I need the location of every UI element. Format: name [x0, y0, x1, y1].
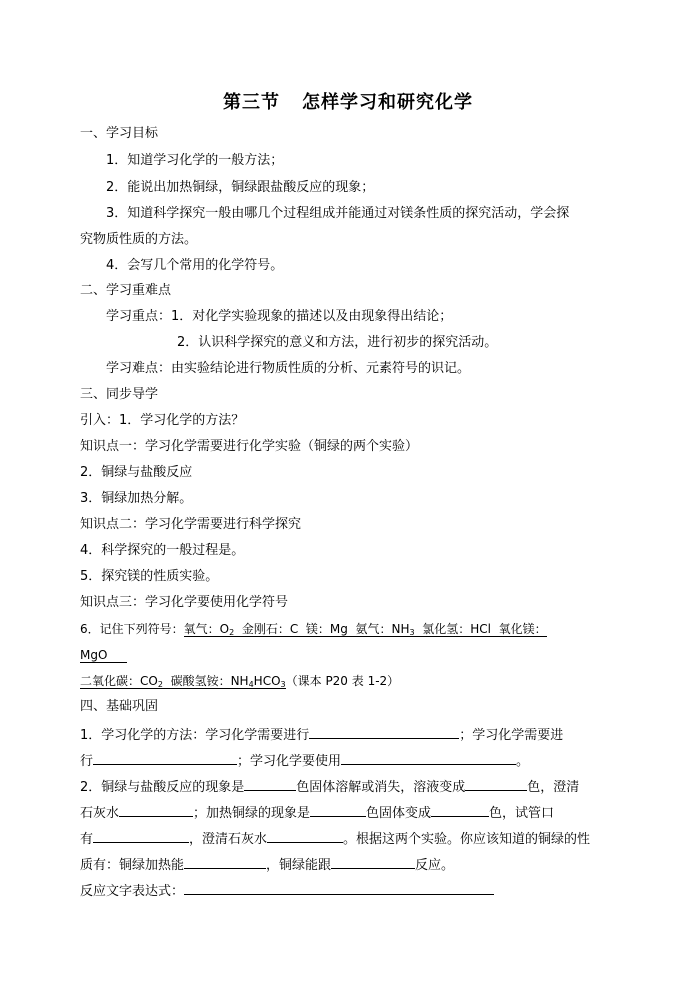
guide-line-knowledge-3: 知识点三：学习化学要使用化学符号 [80, 595, 289, 610]
answer-blank-method-3[interactable] [341, 751, 516, 765]
answer-blank-method-1[interactable] [309, 725, 459, 739]
symbol-mgo: MgO [80, 648, 127, 663]
guide-line-3: 3．铜绿加热分解。 [80, 491, 193, 506]
symbol-nh4hco3: 碳酸氢铵：$NH_4HCO_3$ [170, 674, 286, 689]
symbol-hcl: 氯化氢：HCl [422, 622, 491, 636]
objective-item-2: 2．能说出加热铜绿，铜绿跟盐酸反应的现象； [106, 180, 375, 195]
question-2-line-4: 质有：铜绿加热能 ，铜绿能跟 反应。 [80, 855, 454, 874]
textbook-reference: （课本 P20 表 1-2） [285, 674, 400, 688]
answer-blank-method-2[interactable] [93, 751, 237, 765]
section-heading-objectives: 一、学习目标 [80, 126, 159, 141]
answer-blank-word-equation[interactable] [184, 881, 494, 895]
answer-blank-color-4[interactable] [431, 803, 489, 817]
title-section-number: 第三节 [223, 92, 280, 113]
answer-blank-color-3[interactable] [310, 803, 366, 817]
objective-item-3-cont: 究物质性质的方法。 [80, 232, 198, 247]
guide-line-4: 4．科学探究的一般过程是。 [80, 543, 245, 558]
difficulty-point: 学习难点：由实验结论进行物质性质的分析、元素符号的识记。 [106, 361, 471, 376]
answer-blank-color-1[interactable] [244, 777, 296, 791]
symbol-oxygen: 氧气：$O_2$ 金刚石：C 镁：Mg 氨气：$NH_3$ 氯化氢：HCl 氧化镁： [183, 622, 547, 637]
question-2-line-2: 石灰水 ；加热铜绿的现象是 色固体变成 色，试管口 [80, 803, 554, 822]
question-2-line-1: 2．铜绿与盐酸反应的现象是 色固体溶解或消失，溶液变成 色，澄清 [80, 777, 579, 796]
word-equation-line: 反应文字表达式： [80, 881, 494, 900]
answer-blank-limewater-1[interactable] [119, 803, 193, 817]
answer-blank-property-react[interactable] [331, 855, 415, 869]
question-2-line-3: 有 ，澄清石灰水 。根据这两个实验。你应该知道的铜绿的性 [80, 829, 590, 848]
page-title [0, 88, 696, 114]
guide-line-intro: 引入：1．学习化学的方法？ [80, 413, 245, 428]
objective-item-3: 3．知道科学探究一般由哪几个过程组成并能通过对镁条性质的探究活动，学会探 [106, 206, 570, 221]
answer-blank-limewater-2[interactable] [267, 829, 343, 843]
guide-line-knowledge-2: 知识点二：学习化学需要进行科学探究 [80, 517, 302, 532]
answer-blank-tube-mouth[interactable] [93, 829, 189, 843]
section-heading-key-points: 二、学习重难点 [80, 283, 172, 298]
symbols-line-cont [80, 647, 127, 663]
symbol-co2: 二氧化碳：$CO_2$ 碳酸氢铵：$NH_4HCO_3$ [80, 674, 286, 689]
symbols-line-2 [80, 673, 399, 693]
section-heading-practice: 四、基础巩固 [80, 699, 159, 714]
answer-blank-property-heat[interactable] [184, 855, 266, 869]
guide-line-2: 2．铜绿与盐酸反应 [80, 465, 193, 480]
objective-item-1: 1．知道学习化学的一般方法； [106, 153, 284, 168]
symbols-lead: 6．记住下列符号： [80, 622, 184, 636]
objective-item-4: 4．会写几个常用的化学符号。 [106, 258, 284, 273]
symbol-diamond: 金刚石：C [241, 622, 299, 636]
answer-blank-color-2[interactable] [465, 777, 527, 791]
symbol-mgo-label: 氧化镁： [498, 622, 547, 636]
question-1-line-2: 行 ；学习化学要使用 。 [80, 751, 529, 770]
guide-line-knowledge-1: 知识点一：学习化学需要进行化学实验（铜绿的两个实验） [80, 439, 419, 454]
symbol-magnesium: 镁：Mg [305, 622, 348, 636]
section-heading-guide: 三、同步导学 [80, 387, 159, 402]
question-1-line-1: 1．学习化学的方法：学习化学需要进行 ；学习化学需要进 [80, 725, 563, 744]
title-topic: 怎样学习和研究化学 [302, 92, 473, 113]
key-point-2: 2．认识科学探究的意义和方法，进行初步的探究活动。 [177, 335, 498, 350]
key-point-1: 学习重点：1．对化学实验现象的描述以及由现象得出结论； [106, 309, 453, 324]
symbol-ammonia: 氨气：$NH_3$ [355, 622, 415, 637]
guide-line-5: 5．探究镁的性质实验。 [80, 569, 219, 584]
symbols-line [80, 621, 547, 641]
